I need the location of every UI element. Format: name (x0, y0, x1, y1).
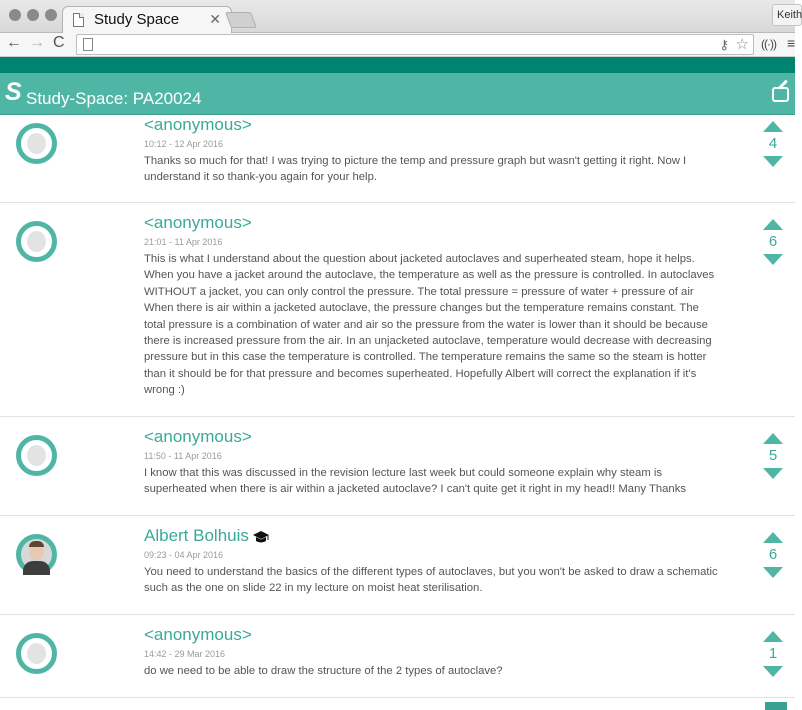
back-arrow-icon[interactable]: ← (6, 34, 22, 51)
post-timestamp: 21:01 - 11 Apr 2016 (144, 237, 223, 247)
compose-icon[interactable] (772, 87, 789, 102)
downvote-arrow-icon[interactable] (763, 254, 783, 265)
post-timestamp: 14:42 - 29 Mar 2016 (144, 649, 226, 659)
vote-widget (761, 121, 785, 167)
page-icon (83, 38, 93, 51)
tab-title: Study Space (94, 11, 180, 28)
menu-icon[interactable]: ≡ (787, 35, 796, 51)
anonymous-user-icon (27, 445, 46, 466)
avatar (16, 221, 57, 262)
post-feed (0, 115, 795, 710)
post-item (0, 203, 795, 417)
anonymous-user-icon (27, 643, 46, 664)
post-timestamp: 09:23 - 04 Apr 2016 (144, 550, 224, 560)
post-author[interactable]: <anonymous> (144, 115, 252, 134)
post-body: This is what I understand about the question about jacketed autoclaves and superheated steam, hope it helps. When you have a jacket around the autoclave, the temperature as well as the pressure is controlled. In autoclaves WITHOUT a jacket, you can only control the pressure. The total pressure = pressure of water + pressure of air When there is air within a jacketed autoclave, the pressure changes but the temperature remains constant. The total pressure is a combination of water and air so the pressure from the water is lower than it should be because there is increased pressure from the air. In an unjacketed autoclave, temperature would decrease with decreasing pressure but in this case the temperature is controlled. The temperature remains the same so the steam is hotter than it should be for that pressure and becomes superheated. Hopefully Albert will correct the explanation if it's wrong :) (144, 253, 715, 397)
vote-widget (761, 631, 785, 677)
downvote-arrow-icon[interactable] (763, 156, 783, 167)
tab-study-space[interactable] (62, 6, 232, 34)
upvote-arrow-icon[interactable] (763, 219, 783, 230)
avatar-photo (23, 561, 50, 575)
new-tab-button[interactable] (225, 12, 257, 28)
vote-count: 6 (768, 233, 778, 250)
post-item (0, 615, 795, 698)
post-item (0, 516, 795, 615)
vote-widget (761, 433, 785, 479)
downvote-arrow-icon[interactable] (763, 567, 783, 578)
post-author[interactable]: <anonymous> (144, 427, 252, 446)
post-item (0, 105, 795, 203)
profile-button[interactable]: Keith (772, 4, 802, 26)
upvote-arrow-icon[interactable] (763, 532, 783, 543)
address-bar[interactable] (76, 34, 754, 55)
vote-count: 6 (768, 546, 778, 563)
cast-icon[interactable]: ((·)) (761, 37, 776, 51)
post-body: Thanks so much for that! I was trying to picture the temp and pressure graph but wasn't getting it right. Now I understand it so thank-you again for your help. (144, 155, 687, 184)
post-author[interactable] (144, 526, 270, 546)
post-body: You need to understand the basics of the different types of autoclaves, but you won't be asked to draw a schematic such as the one on slide 22 in my lecture on moist heat sterilisation. (144, 566, 718, 595)
graduation-cap-icon (252, 530, 270, 544)
scroll-to-top-button[interactable] (765, 702, 787, 710)
downvote-arrow-icon[interactable] (763, 468, 783, 479)
post-timestamp: 10:12 - 12 Apr 2016 (144, 139, 224, 149)
bookmark-star-icon[interactable]: ☆ (735, 36, 749, 53)
post-timestamp: 11:50 - 11 Apr 2016 (144, 451, 222, 461)
maximize-window-button[interactable] (45, 9, 57, 21)
vote-widget (761, 219, 785, 265)
avatar (16, 435, 57, 476)
accent-bar (0, 57, 795, 73)
study-space-logo[interactable]: S (5, 78, 22, 106)
forward-arrow-icon[interactable]: → (29, 34, 45, 51)
minimize-window-button[interactable] (27, 9, 39, 21)
upvote-arrow-icon[interactable] (763, 121, 783, 132)
post-body: I know that this was discussed in the revision lecture last week but could someone explain why steam is superheated when there is air within a jacketed autoclave? I can't quite get it right in my head!! Many Thanks (144, 467, 686, 496)
vote-count: 4 (768, 135, 778, 152)
page-title: Study-Space: PA20024 (26, 89, 202, 108)
post-item (0, 417, 795, 516)
page-icon (73, 13, 84, 27)
close-window-button[interactable] (9, 9, 21, 21)
post-author[interactable]: <anonymous> (144, 625, 252, 644)
upvote-arrow-icon[interactable] (763, 433, 783, 444)
upvote-arrow-icon[interactable] (763, 631, 783, 642)
browser-toolbar (0, 33, 795, 57)
downvote-arrow-icon[interactable] (763, 666, 783, 677)
vote-count: 5 (768, 447, 778, 464)
browser-titlebar (0, 0, 802, 33)
post-author[interactable]: <anonymous> (144, 213, 252, 232)
vote-count: 1 (768, 645, 778, 662)
post-body: do we need to be able to draw the structure of the 2 types of autoclave? (144, 665, 503, 677)
anonymous-user-icon (27, 231, 46, 252)
avatar-hair (29, 541, 44, 547)
post-author-name[interactable]: Albert Bolhuis (144, 526, 249, 545)
reload-icon[interactable]: C (53, 34, 65, 51)
anonymous-user-icon (27, 133, 46, 154)
vote-widget (761, 532, 785, 578)
tab-close-icon[interactable]: ✕ (209, 11, 221, 27)
avatar (16, 123, 57, 164)
avatar (16, 633, 57, 674)
avatar (16, 534, 57, 575)
key-icon[interactable]: ⚷ (719, 37, 729, 52)
